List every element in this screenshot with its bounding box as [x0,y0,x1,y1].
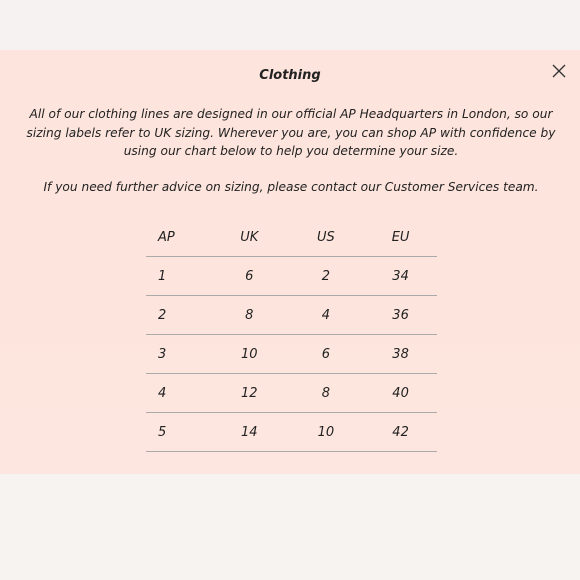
cell-us: 10 [288,413,365,452]
table-row [146,296,437,335]
cell-eu: 38 [364,335,437,374]
cell-uk: 10 [211,335,288,374]
cell-us: 8 [288,374,365,413]
cell-eu: 36 [364,296,437,335]
size-chart-table [146,218,437,452]
column-header-eu: EU [364,218,437,257]
modal-title: Clothing [259,68,321,83]
table-row [146,335,437,374]
cell-ap: 3 [146,335,211,374]
column-header-ap: AP [146,218,211,257]
cell-ap: 1 [146,257,211,296]
cell-us: 4 [288,296,365,335]
cell-eu: 34 [364,257,437,296]
cell-ap: 2 [146,296,211,335]
cell-uk: 14 [211,413,288,452]
cell-uk: 8 [211,296,288,335]
page-backdrop-bottom [0,474,580,580]
cell-eu: 40 [364,374,437,413]
cell-us: 6 [288,335,365,374]
column-header-uk: UK [211,218,288,257]
cell-eu: 42 [364,413,437,452]
column-header-us: US [288,218,365,257]
table-row [146,374,437,413]
size-guide-modal [0,50,580,474]
intro-text: All of our clothing lines are designed in our official AP Headquarters in London, so our sizing labels refer to UK sizing. Wherever you are, you can shop AP with confidence by using our chart below to help you determine your size. [26,107,556,159]
cell-ap: 5 [146,413,211,452]
cell-us: 2 [288,257,365,296]
table-header-row [146,218,437,257]
table-row [146,257,437,296]
advice-text: If you need further advice on sizing, please contact our Customer Services team. [43,180,539,194]
cell-uk: 12 [211,374,288,413]
cell-ap: 4 [146,374,211,413]
table-row [146,413,437,452]
page-backdrop-top [0,0,580,50]
cell-uk: 6 [211,257,288,296]
